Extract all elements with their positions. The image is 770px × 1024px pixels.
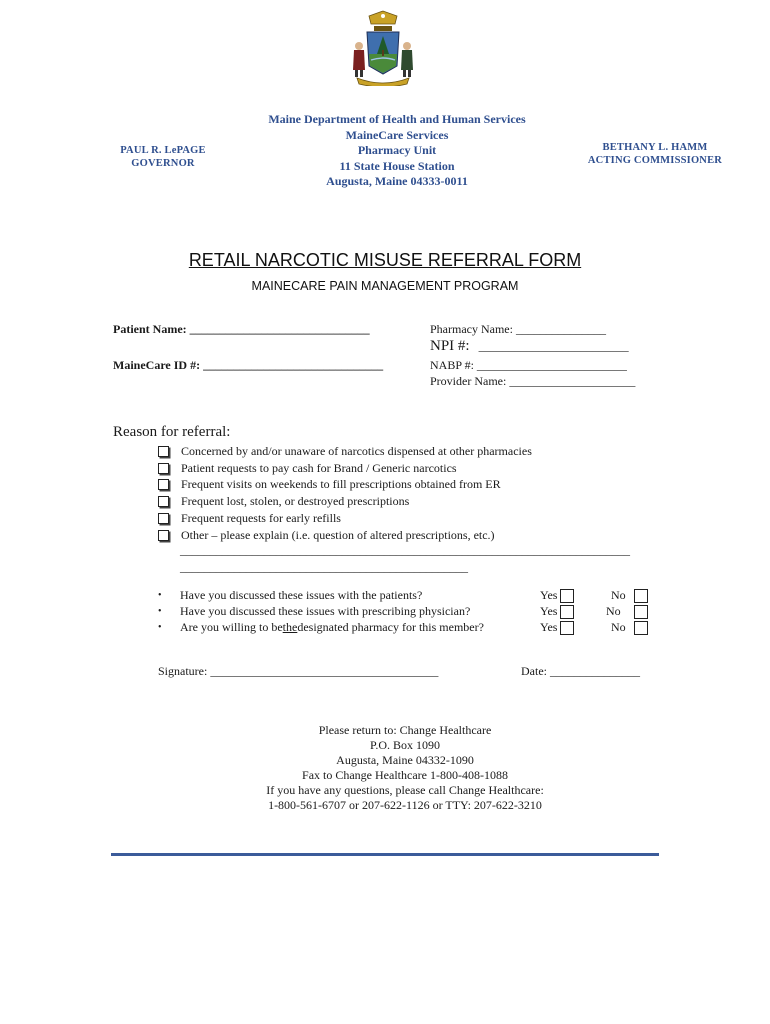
bullet-icon: • <box>158 621 162 633</box>
checkbox-icon[interactable] <box>158 463 169 474</box>
return-to: Please return to: Change Healthcare <box>318 723 492 737</box>
commissioner-block <box>580 141 730 167</box>
po-box: P.O. Box 1090 <box>369 738 440 752</box>
checkbox-icon[interactable] <box>158 479 169 490</box>
phone-numbers: 1-800-561-6707 or 207-622-1126 or TTY: 207-622-3210 <box>268 798 542 812</box>
question-list <box>158 587 484 635</box>
patient-name-field[interactable]: Patient Name: ______________________________ <box>113 322 370 336</box>
department-name: Maine Department of Health and Human Services <box>268 112 526 126</box>
checkbox-icon[interactable] <box>560 621 574 635</box>
governor-title: GOVERNOR <box>131 158 195 169</box>
question-item: • Have you discussed these issues with the patients? <box>158 587 423 602</box>
checkbox-icon[interactable] <box>158 496 169 507</box>
pharmacy-name-field[interactable]: Pharmacy Name: _______________ <box>430 322 606 336</box>
checkbox-icon[interactable] <box>158 446 169 457</box>
q2-yes[interactable]: Yes <box>540 604 574 619</box>
reason-option[interactable]: Concerned by and/or unaware of narcotics dispensed at other pharmacies <box>158 443 532 460</box>
question-item: • Are you willing to be the designated pharmacy for this member? <box>158 619 484 634</box>
npi-line: _________________________ <box>478 339 629 353</box>
division-name: MaineCare Services <box>345 127 449 142</box>
date-field[interactable]: Date: _______________ <box>521 664 640 678</box>
commissioner-title: ACTING COMMISSIONER <box>587 155 723 166</box>
checkbox-icon[interactable] <box>634 589 648 603</box>
q1-yes[interactable]: Yes <box>540 588 574 603</box>
npi-field[interactable] <box>430 338 629 355</box>
unit-name: Pharmacy Unit <box>357 143 437 157</box>
form-title: RETAIL NARCOTIC MISUSE REFERRAL FORM <box>188 250 582 270</box>
signature-field[interactable]: Signature: ______________________________________ <box>158 664 439 678</box>
governor-block <box>108 144 218 170</box>
q2-no[interactable]: No <box>606 604 648 619</box>
question-item: • Have you discussed these issues with prescribing physician? <box>158 603 471 618</box>
reason-options <box>158 443 532 544</box>
explain-line-1[interactable]: ___________________________________________________________________________ <box>180 543 630 557</box>
checkbox-icon[interactable] <box>560 605 574 619</box>
checkbox-icon[interactable] <box>158 530 169 541</box>
reason-option[interactable]: Frequent visits on weekends to fill prescriptions obtained from ER <box>158 477 532 494</box>
state-seal-icon <box>349 10 417 86</box>
bullet-icon: • <box>158 589 162 601</box>
reason-heading: Reason for referral: <box>113 424 231 440</box>
reason-option[interactable]: Frequent requests for early refills <box>158 510 532 527</box>
department-address <box>232 112 562 190</box>
reason-option[interactable]: Other – please explain (i.e. question of altered prescriptions, etc.) <box>158 527 532 544</box>
form-subtitle: MAINECARE PAIN MANAGEMENT PROGRAM <box>251 279 519 293</box>
reason-option[interactable]: Frequent lost, stolen, or destroyed prescriptions <box>158 493 532 510</box>
checkbox-icon[interactable] <box>560 589 574 603</box>
nabp-field[interactable]: NABP #: _________________________ <box>430 358 627 372</box>
npi-label: NPI #: <box>430 338 470 354</box>
commissioner-name: BETHANY L. HAMM <box>602 142 708 153</box>
q1-no[interactable]: No <box>608 588 648 603</box>
checkbox-icon[interactable] <box>634 621 648 635</box>
reason-option[interactable]: Patient requests to pay cash for Brand / Generic narcotics <box>158 460 532 477</box>
checkbox-icon[interactable] <box>634 605 648 619</box>
return-address <box>200 723 610 813</box>
provider-name-field[interactable]: Provider Name: _____________________ <box>430 374 636 388</box>
footer-divider <box>111 853 659 856</box>
street-address: 11 State House Station <box>339 158 455 173</box>
governor-name: PAUL R. LePAGE <box>120 145 206 156</box>
return-city: Augusta, Maine 04332-1090 <box>336 753 474 767</box>
questions-note: If you have any questions, please call Change Healthcare: <box>266 783 544 797</box>
mainecare-id-field[interactable]: MaineCare ID #: ______________________________ <box>113 358 384 372</box>
city-state-zip: Augusta, Maine 04333-0011 <box>326 174 468 188</box>
explain-line-2[interactable]: ________________________________________________ <box>180 560 468 574</box>
fax-number: Fax to Change Healthcare 1-800-408-1088 <box>302 768 508 782</box>
q3-no[interactable]: No <box>611 620 648 635</box>
bullet-icon: • <box>158 605 162 617</box>
q3-yes[interactable]: Yes <box>540 620 574 635</box>
checkbox-icon[interactable] <box>158 513 169 524</box>
